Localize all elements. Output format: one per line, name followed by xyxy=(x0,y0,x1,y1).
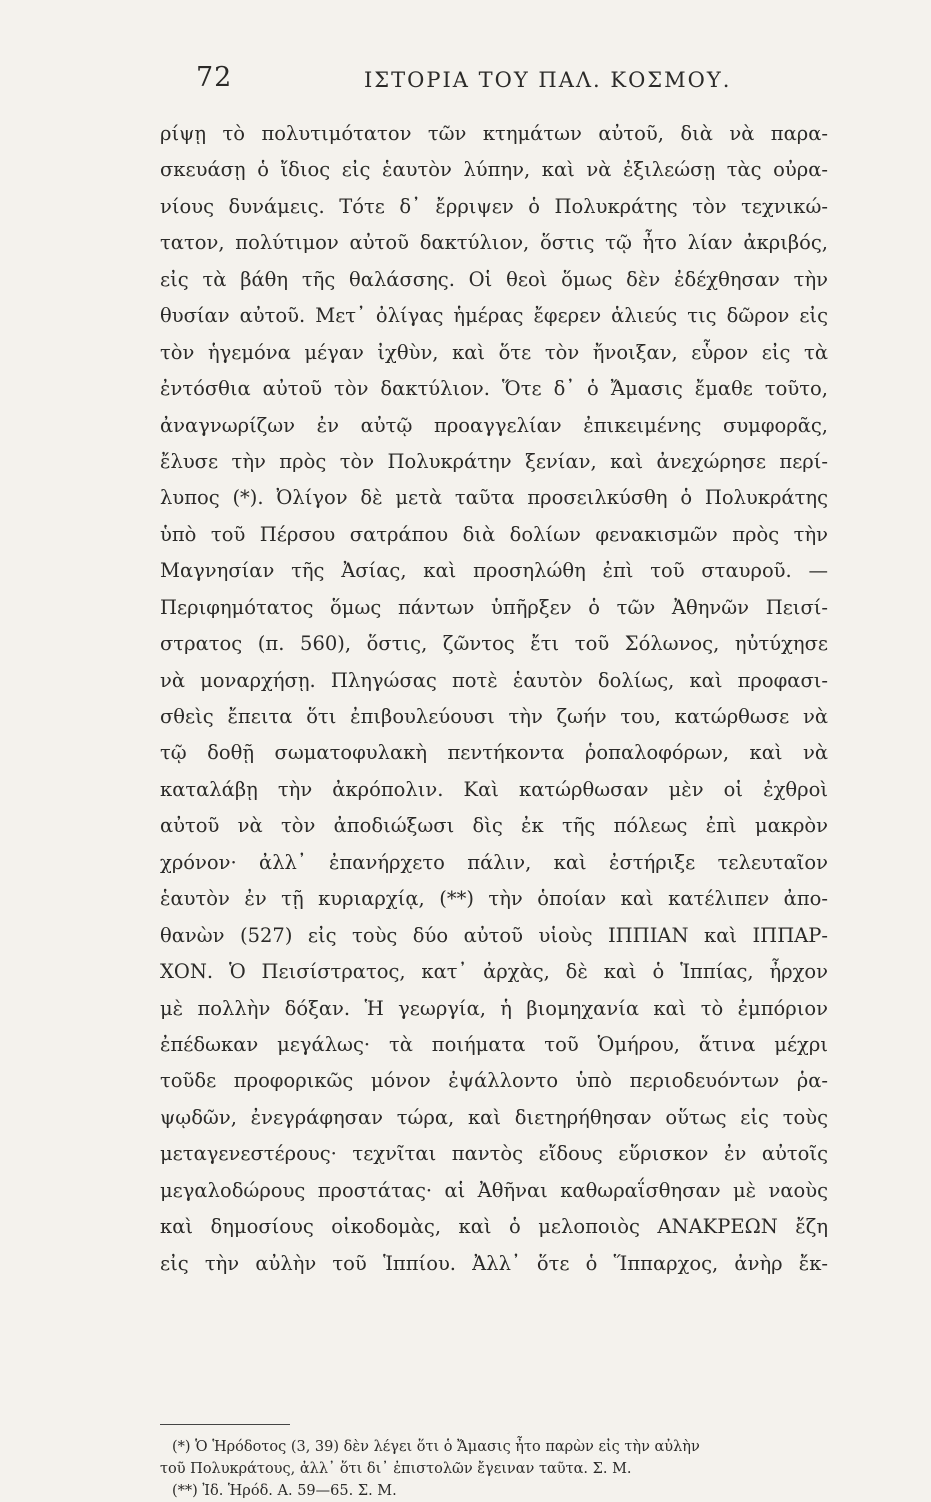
text-line: στρατος (π. 560), ὅστις, ζῶντος ἔτι τοῦ Σόλωνος, ηὐτύχησε xyxy=(160,632,828,656)
text-line: Μαγνησίαν τῆς Ἀσίας, καὶ προσηλώθη ἐπὶ τοῦ σταυροῦ. — xyxy=(160,559,828,583)
text-line: εἰς τὴν αὐλὴν τοῦ Ἱππίου. Ἀλλ᾽ ὅτε ὁ Ἵππαρχος, ἀνὴρ ἔκ- xyxy=(160,1251,828,1275)
text-line: καὶ δημοσίους οἰκοδομὰς, καὶ ὁ μελοποιὸς ΑΝΑΚΡΕΩΝ ἔζη xyxy=(160,1215,828,1239)
text-line: ἐντόσθια αὐτοῦ τὸν δακτύλιον. Ὅτε δ᾽ ὁ Ἄμασις ἔμαθε τοῦτο, xyxy=(160,377,828,401)
footnote-line: τοῦ Πολυκράτους, ἀλλ᾽ ὅτι δι᾽ ἐπιστολῶν ἔγειναν ταῦτα. Σ. Μ. xyxy=(160,1461,632,1477)
text-line: ψῳδῶν, ἐνεγράφησαν τώρα, καὶ διετηρήθησαν οὕτως εἰς τοὺς xyxy=(160,1105,828,1129)
footnote-line: (**) Ἰδ. Ἡρόδ. Α. 59—65. Σ. Μ. xyxy=(172,1483,397,1499)
text-line: νίους δυνάμεις. Τότε δ᾽ ἔρριψεν ὁ Πολυκράτης τὸν τεχνικώ- xyxy=(160,194,828,218)
text-line: νὰ μοναρχήσῃ. Πληγώσας ποτὲ ἑαυτὸν δολίως, καὶ προφασι- xyxy=(160,668,828,692)
text-line: ἀναγνωρίζων ἐν αὐτῷ προαγγελίαν ἐπικειμένης συμφορᾶς, xyxy=(160,413,828,437)
text-line: μεγαλοδώρους προστάτας· αἱ Ἀθῆναι καθωραΐσθησαν μὲ ναοὺς xyxy=(160,1178,828,1202)
text-line: θυσίαν αὐτοῦ. Μετ᾽ ὀλίγας ἡμέρας ἔφερεν ἁλιεύς τις δῶρον εἰς xyxy=(160,304,828,328)
text-line: τατον, πολύτιμον αὐτοῦ δακτύλιον, ὅστις τῷ ἦτο λίαν ἀκριβός, xyxy=(160,231,828,255)
text-line: ἑαυτὸν ἐν τῇ κυριαρχίᾳ, (**) τὴν ὁποίαν καὶ κατέλιπεν ἀπο- xyxy=(160,887,828,911)
text-line: λυπος (*). Ὀλίγον δὲ μετὰ ταῦτα προσειλκύσθη ὁ Πολυκράτης xyxy=(160,486,828,510)
text-line: καταλάβῃ τὴν ἀκρόπολιν. Καὶ κατώρθωσαν μὲν οἱ ἐχθροὶ xyxy=(160,777,828,801)
text-line: μὲ πολλὴν δόξαν. Ἡ γεωργία, ἡ βιομηχανία καὶ τὸ ἐμπόριον xyxy=(160,996,828,1020)
text-line: τῷ δοθῇ σωματοφυλακὴ πεντήκοντα ῥοπαλοφόρων, καὶ νὰ xyxy=(160,741,828,765)
text-line: σθεὶς ἔπειτα ὅτι ἐπιβουλεύουσι τὴν ζωήν του, κατώρθωσε νὰ xyxy=(160,705,828,728)
footnote-rule xyxy=(160,1424,290,1425)
text-line: σκευάσῃ ὁ ἴδιος εἰς ἑαυτὸν λύπην, καὶ νὰ ἐξιλεώσῃ τὰς οὐρα- xyxy=(160,158,828,182)
text-line: ρίψῃ τὸ πολυτιμότατον τῶν κτημάτων αὐτοῦ, διὰ νὰ παρα- xyxy=(160,122,828,145)
body-text xyxy=(160,116,828,1282)
text-line: αὐτοῦ νὰ τὸν ἀποδιώξωσι δὶς ἐκ τῆς πόλεως ἐπὶ μακρὸν xyxy=(160,814,828,838)
page-number: 72 xyxy=(196,62,233,93)
footnotes xyxy=(160,1436,828,1502)
text-line: ΧΟΝ. Ὁ Πεισίστρατος, κατ᾽ ἀρχὰς, δὲ καὶ ὁ Ἱππίας, ἦρχον xyxy=(160,960,828,984)
footnote-line: (*) Ὁ Ἡρόδοτος (3, 39) δὲν λέγει ὅτι ὁ Ἄμασις ἦτο παρὼν εἰς τὴν αὐλὴν xyxy=(172,1439,700,1455)
text-line: ὑπὸ τοῦ Πέρσου σατράπου διὰ δολίων φενακισμῶν πρὸς τὴν xyxy=(160,522,828,546)
text-line: θανὼν (527) εἰς τοὺς δύο αὐτοῦ υἱοὺς ΙΠΠΙΑΝ καὶ ΙΠΠΑΡ- xyxy=(160,923,828,947)
text-line: ἐπέδωκαν μεγάλως· τὰ ποιήματα τοῦ Ὁμήρου, ἅτινα μέχρι xyxy=(160,1032,828,1056)
text-line: ἔλυσε τὴν πρὸς τὸν Πολυκράτην ξενίαν, καὶ ἀνεχώρησε περί- xyxy=(160,449,828,473)
text-line: Περιφημότατος ὅμως πάντων ὑπῆρξεν ὁ τῶν Ἀθηνῶν Πεισί- xyxy=(160,595,828,619)
text-line: τὸν ἡγεμόνα μέγαν ἰχθὺν, καὶ ὅτε τὸν ἤνοιξαν, εὗρον εἰς τὰ xyxy=(160,340,828,364)
text-line: χρόνον· ἀλλ᾽ ἐπανήρχετο πάλιν, καὶ ἐστήριξε τελευταῖον xyxy=(160,850,828,874)
text-line: εἰς τὰ βάθη τῆς θαλάσσης. Οἱ θεοὶ ὅμως δὲν ἐδέχθησαν τὴν xyxy=(160,267,828,291)
text-line: τοῦδε προφορικῶς μόνον ἐψάλλοντο ὑπὸ περιοδευόντων ῥα- xyxy=(160,1069,828,1093)
running-title: ΙΣΤΟΡΙΑ ΤΟΥ ΠΑΛ. ΚΟΣΜΟΥ. xyxy=(364,68,732,92)
page-header xyxy=(196,62,826,102)
text-line: μεταγενεστέρους· τεχνῖται παντὸς εἴδους εὕρισκον ἐν αὐτοῖς xyxy=(160,1142,828,1166)
